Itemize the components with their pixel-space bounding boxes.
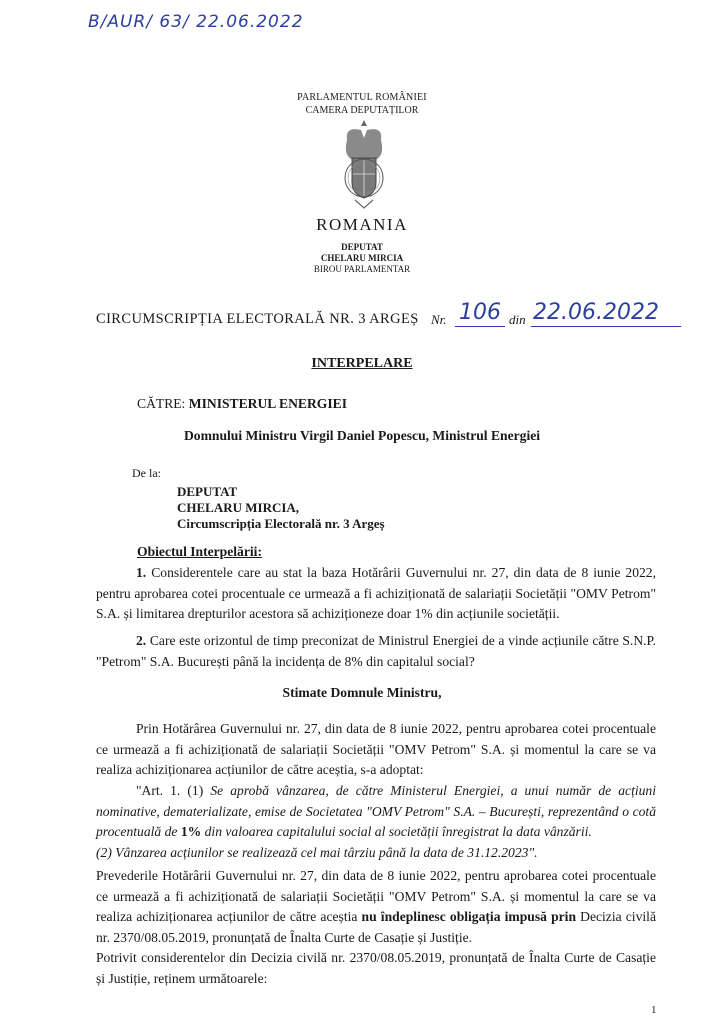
recipient-label: CĂTRE: [137,396,186,411]
sender-name: CHELARU MIRCIA, [177,500,300,515]
deputy-title-header: DEPUTAT [341,242,383,252]
chamber-name: CAMERA DEPUTAȚILOR [305,105,419,116]
handwritten-nr-value: 106 [459,300,501,325]
article-text-2: din valoarea capitalului social al societății înregistrat la data vânzării. [204,824,592,839]
objective-2-number: 2. [136,633,147,648]
recipient-line [137,396,347,412]
article-text-1: Se aprobă vânzarea, de către Ministerul Energiei, a unui număr de acțiuni nominative, dematerializate, emise de Societatea "OMV Petrom" S.A. – București, reprezentând o cotă procentuală de [96,783,657,839]
handwritten-date-value: 22.06.2022 [533,300,659,325]
paragraph-3-text-a: Prevederile Hotărârii Guvernului nr. 27, din data de 8 iunie 2022, pentru aprobarea cotei procentuale ce urmează a fi achiziționată de salariații Societății "OMV Petrom" S.A. și momentul la care se va realiza achiziționarea acțiunilor de către aceștia [96,868,656,924]
paragraph-4: Potrivit considerentelor din Decizia civilă nr. 2370/08.05.2019, pronunțată de Înalta Curte de Casație și Justiție, reținem următoarele: [96,950,656,986]
paragraph-3-text-b: Decizia civilă nr. 2370/08.05.2019, pronunțată de Înalta Curte de Casație și Justiție. [96,909,656,945]
objective-1-number: 1. [136,565,147,580]
article-percentage: 1% [180,824,202,839]
country-name: ROMANIA [316,215,408,234]
office-name: BIROU PARLAMENTAR [313,264,411,274]
registration-number-field [431,300,691,330]
document-title: INTERPELARE [311,356,413,371]
recipient-value: MINISTERUL ENERGIEI [188,396,348,411]
objective-2 [96,631,656,672]
constituency-line: CIRCUMSCRIPȚIA ELECTORALĂ NR. 3 ARGEȘ [96,311,419,327]
article-text-3: (2) Vânzarea acțiunilor se realizează cel mai târziu până la data de 31.12.2023". [96,844,538,860]
paragraph-3-emphasis: nu îndeplinesc obligația impusă prin [361,909,576,924]
date-underline [531,326,681,327]
objective-1-text: Considerentele care au stat la baza Hotărârii Guvernului nr. 27, din data de 8 iunie 2022, pentru aprobarea cotei procentuale ce urmează a fi achiziționată de salariații Societății "OMV Petrom" S.A. și limitarea drepturilor acestora să achiziționeze doar 1% din acțiunile societății. [96,565,656,621]
objective-2-text: Care este orizontul de timp preconizat de Ministrul Energiei de a vinde acțiunile către S.N.P. "Petrom" S.A. București până la incidența de 8% din capitalul social? [96,633,656,669]
sender-title: DEPUTAT [177,484,238,499]
sender-label: De la: [132,466,161,480]
article-quote [96,781,656,863]
page-number: 1 [651,1004,657,1016]
din-label: din [509,312,526,327]
handwritten-registration-number: B/AUR/ 63/ 22.06.2022 [88,12,304,32]
salutation: Stimate Domnule Ministru, [282,685,442,700]
deputy-name-header: CHELARU MIRCIA [320,253,404,263]
addressee-line: Domnului Ministru Virgil Daniel Popescu, Ministrul Energiei [183,428,541,443]
nr-underline [455,326,505,327]
objective-1 [96,563,656,625]
parliament-name: PARLAMENTUL ROMÂNIEI [297,92,427,103]
sender-constituency: Circumscripția Electorală nr. 3 Argeș [177,516,385,531]
paragraph-3 [96,866,656,948]
article-number: "Art. 1. (1) [136,783,204,798]
nr-label: Nr. [431,312,447,327]
paragraph-1: Prin Hotărârea Guvernului nr. 27, din data de 8 iunie 2022, pentru aprobarea cotei procentuale ce urmează a fi achiziționată de salariații Societății "OMV Petrom" S.A. și momentul la care se va realiza achiziționarea acțiunilor de către aceștia, s-a adoptat: [96,721,656,777]
coat-of-arms-icon [341,118,387,210]
object-title: Obiectul Interpelării: [137,544,262,559]
